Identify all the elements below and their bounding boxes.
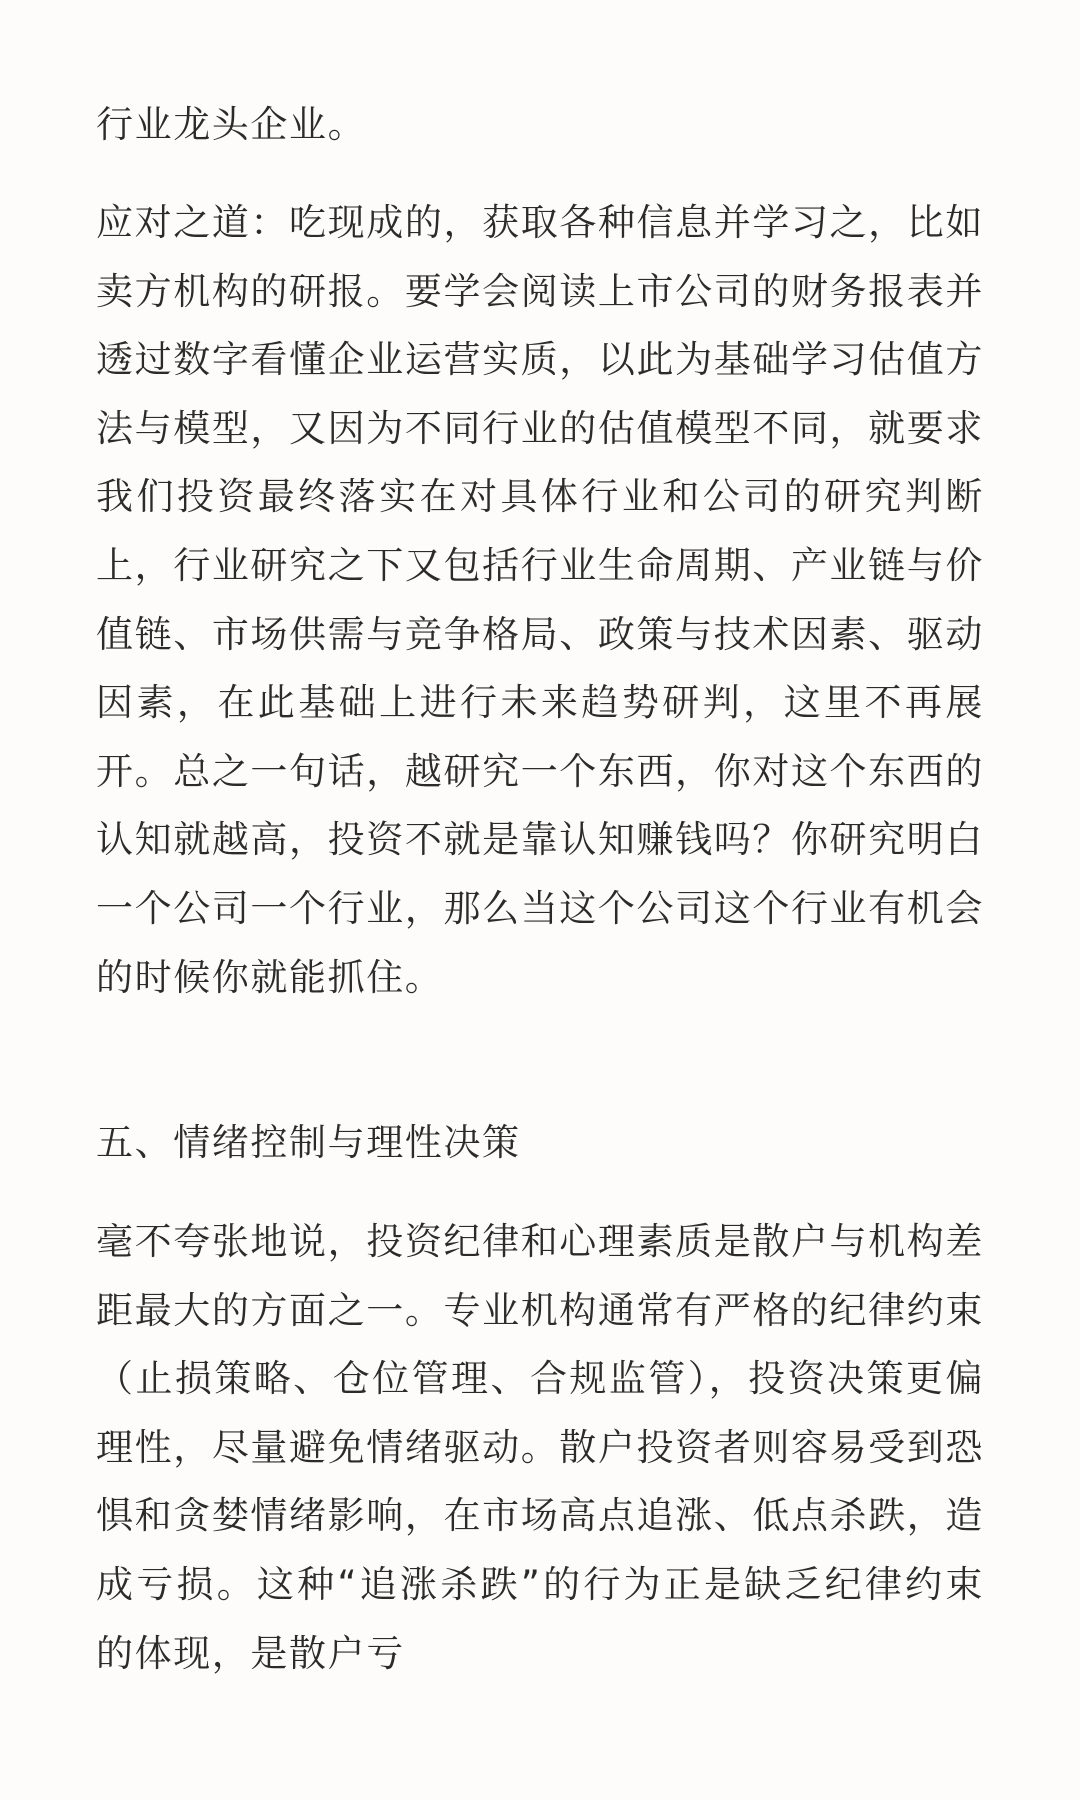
paragraph-1: 行业龙头企业。 (96, 103, 367, 146)
paragraph-2: 应对之道：吃现成的，获取各种信息并学习之，比如卖方机构的研报。要学会阅读上市公司的财务报表并透过数字看懂企业运营实质，以此为基础学习估值方法与模型，又因为不同行业的估值模型不同，就要求我们投资最终落实在对具体行业和公司的研究判断上，行业研究之下又包括行业生命周期、产业链与价值链、市场供需与竞争格局、政策与技术因素、驱动因素，在此基础上进行未来趋势研判，这里不再展开。总之一句话，越研究一个东西，你对这个东西的认知就越高，投资不就是靠认知赚钱吗？你研究明白一个公司一个行业，那么当这个公司这个行业有机会的时候你就能抓住。 (96, 201, 984, 999)
paragraph-3: 毫不夸张地说，投资纪律和心理素质是散户与机构差距最大的方面之一。专业机构通常有严格的纪律约束（止损策略、仓位管理、合规监管），投资决策更偏理性，尽量避免情绪驱动。散户投资者则容易受到恐惧和贪婪情绪影响，在市场高点追涨、低点杀跌，造成亏损。这种“追涨杀跌”的行为正是缺乏纪律约束的体现，是散户亏 (96, 1220, 984, 1675)
section-heading: 五、情绪控制与理性决策 (96, 1121, 521, 1164)
